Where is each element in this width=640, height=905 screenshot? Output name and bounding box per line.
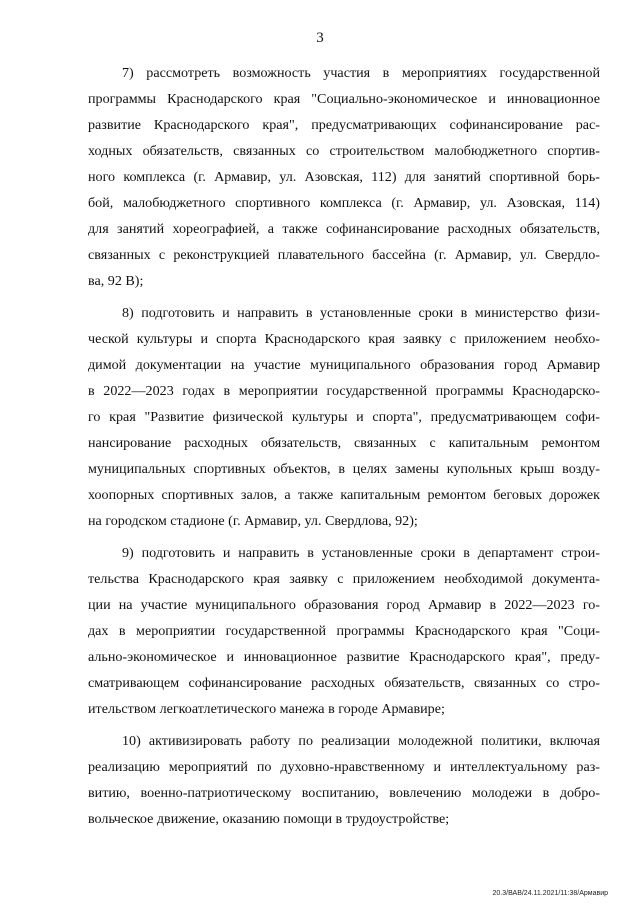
text-line: программы Краснодарского края "Социально-экономическое и инновационное: [88, 91, 600, 107]
text-line: ческой культуры и спорта Краснодарского края заявку с приложением необхо-: [88, 331, 600, 347]
text-line: бой, малобюджетного спортивного комплекса (г. Армавир, ул. Азовская, 114): [88, 195, 600, 211]
text-line: муниципальных спортивных объектов, в целях замены купольных крыш возду-: [88, 461, 600, 477]
text-line: ально-экономическое и инновационное развитие Краснодарского края", преду-: [88, 649, 600, 665]
text-line: в 2022—2023 годах в мероприятии государственной программы Краснодарско-: [88, 383, 600, 399]
text-line: 7) рассмотреть возможность участия в мероприятиях государственной: [122, 65, 600, 81]
text-line: ительством легкоатлетического манежа в городе Армавире;: [88, 701, 445, 717]
paragraph-item-7: [88, 60, 600, 294]
text-line: связанных с реконструкцией плавательного бассейна (г. Армавир, ул. Свердло-: [88, 247, 600, 263]
text-line: развитие Краснодарского края", предусматривающих софинансирование рас-: [88, 117, 600, 133]
text-line: нансирование расходных обязательств, связанных с капитальным ремонтом: [88, 435, 600, 451]
document-footer-reference: 20.3/ВАВ/24.11.2021/11:38/Армавир: [492, 890, 608, 897]
text-line: го края "Развитие физической культуры и спорта", предусматривающем софи-: [88, 409, 600, 425]
paragraph-item-8: [88, 300, 600, 534]
text-line: хоопорных спортивных залов, а также капитальным ремонтом беговых дорожек: [88, 487, 600, 503]
document-body: [88, 60, 600, 838]
text-line: ходных обязательств, связанных со строительством малобюджетного спортив-: [88, 143, 600, 159]
text-line: вольческое движение, оказанию помощи в трудоустройстве;: [88, 811, 450, 827]
paragraph-item-9: [88, 540, 600, 722]
text-line: 10) активизировать работу по реализации молодежной политики, включая: [122, 733, 600, 749]
text-line: 8) подготовить и направить в установленные сроки в министерство физи-: [122, 305, 600, 321]
text-line: сматривающем софинансирование расходных обязательств, связанных со стро-: [88, 675, 600, 691]
text-line: витию, военно-патриотическому воспитанию, вовлечению молодежи в добро-: [88, 785, 600, 801]
page-number: 3: [316, 30, 324, 46]
text-line: дах в мероприятии государственной программы Краснодарского края "Соци-: [88, 623, 600, 639]
text-line: реализацию мероприятий по духовно-нравственному и интеллектуальному раз-: [88, 759, 600, 775]
text-line: на городском стадионе (г. Армавир, ул. Свердлова, 92);: [88, 513, 418, 529]
paragraph-item-10: [88, 728, 600, 832]
text-line: для занятий хореографией, а также софинансирование расходных обязательств,: [88, 221, 600, 237]
text-line: ва, 92 В);: [88, 273, 144, 289]
text-line: димой документации на участие муниципального образования город Армавир: [88, 357, 600, 373]
text-line: 9) подготовить и направить в установленные сроки в департамент строи-: [122, 545, 600, 561]
text-line: тельства Краснодарского края заявку с приложением необходимой документа-: [88, 571, 600, 587]
text-line: ного комплекса (г. Армавир, ул. Азовская, 112) для занятий спортивной борь-: [88, 169, 600, 185]
text-line: ции на участие муниципального образования город Армавир в 2022—2023 го-: [88, 597, 600, 613]
